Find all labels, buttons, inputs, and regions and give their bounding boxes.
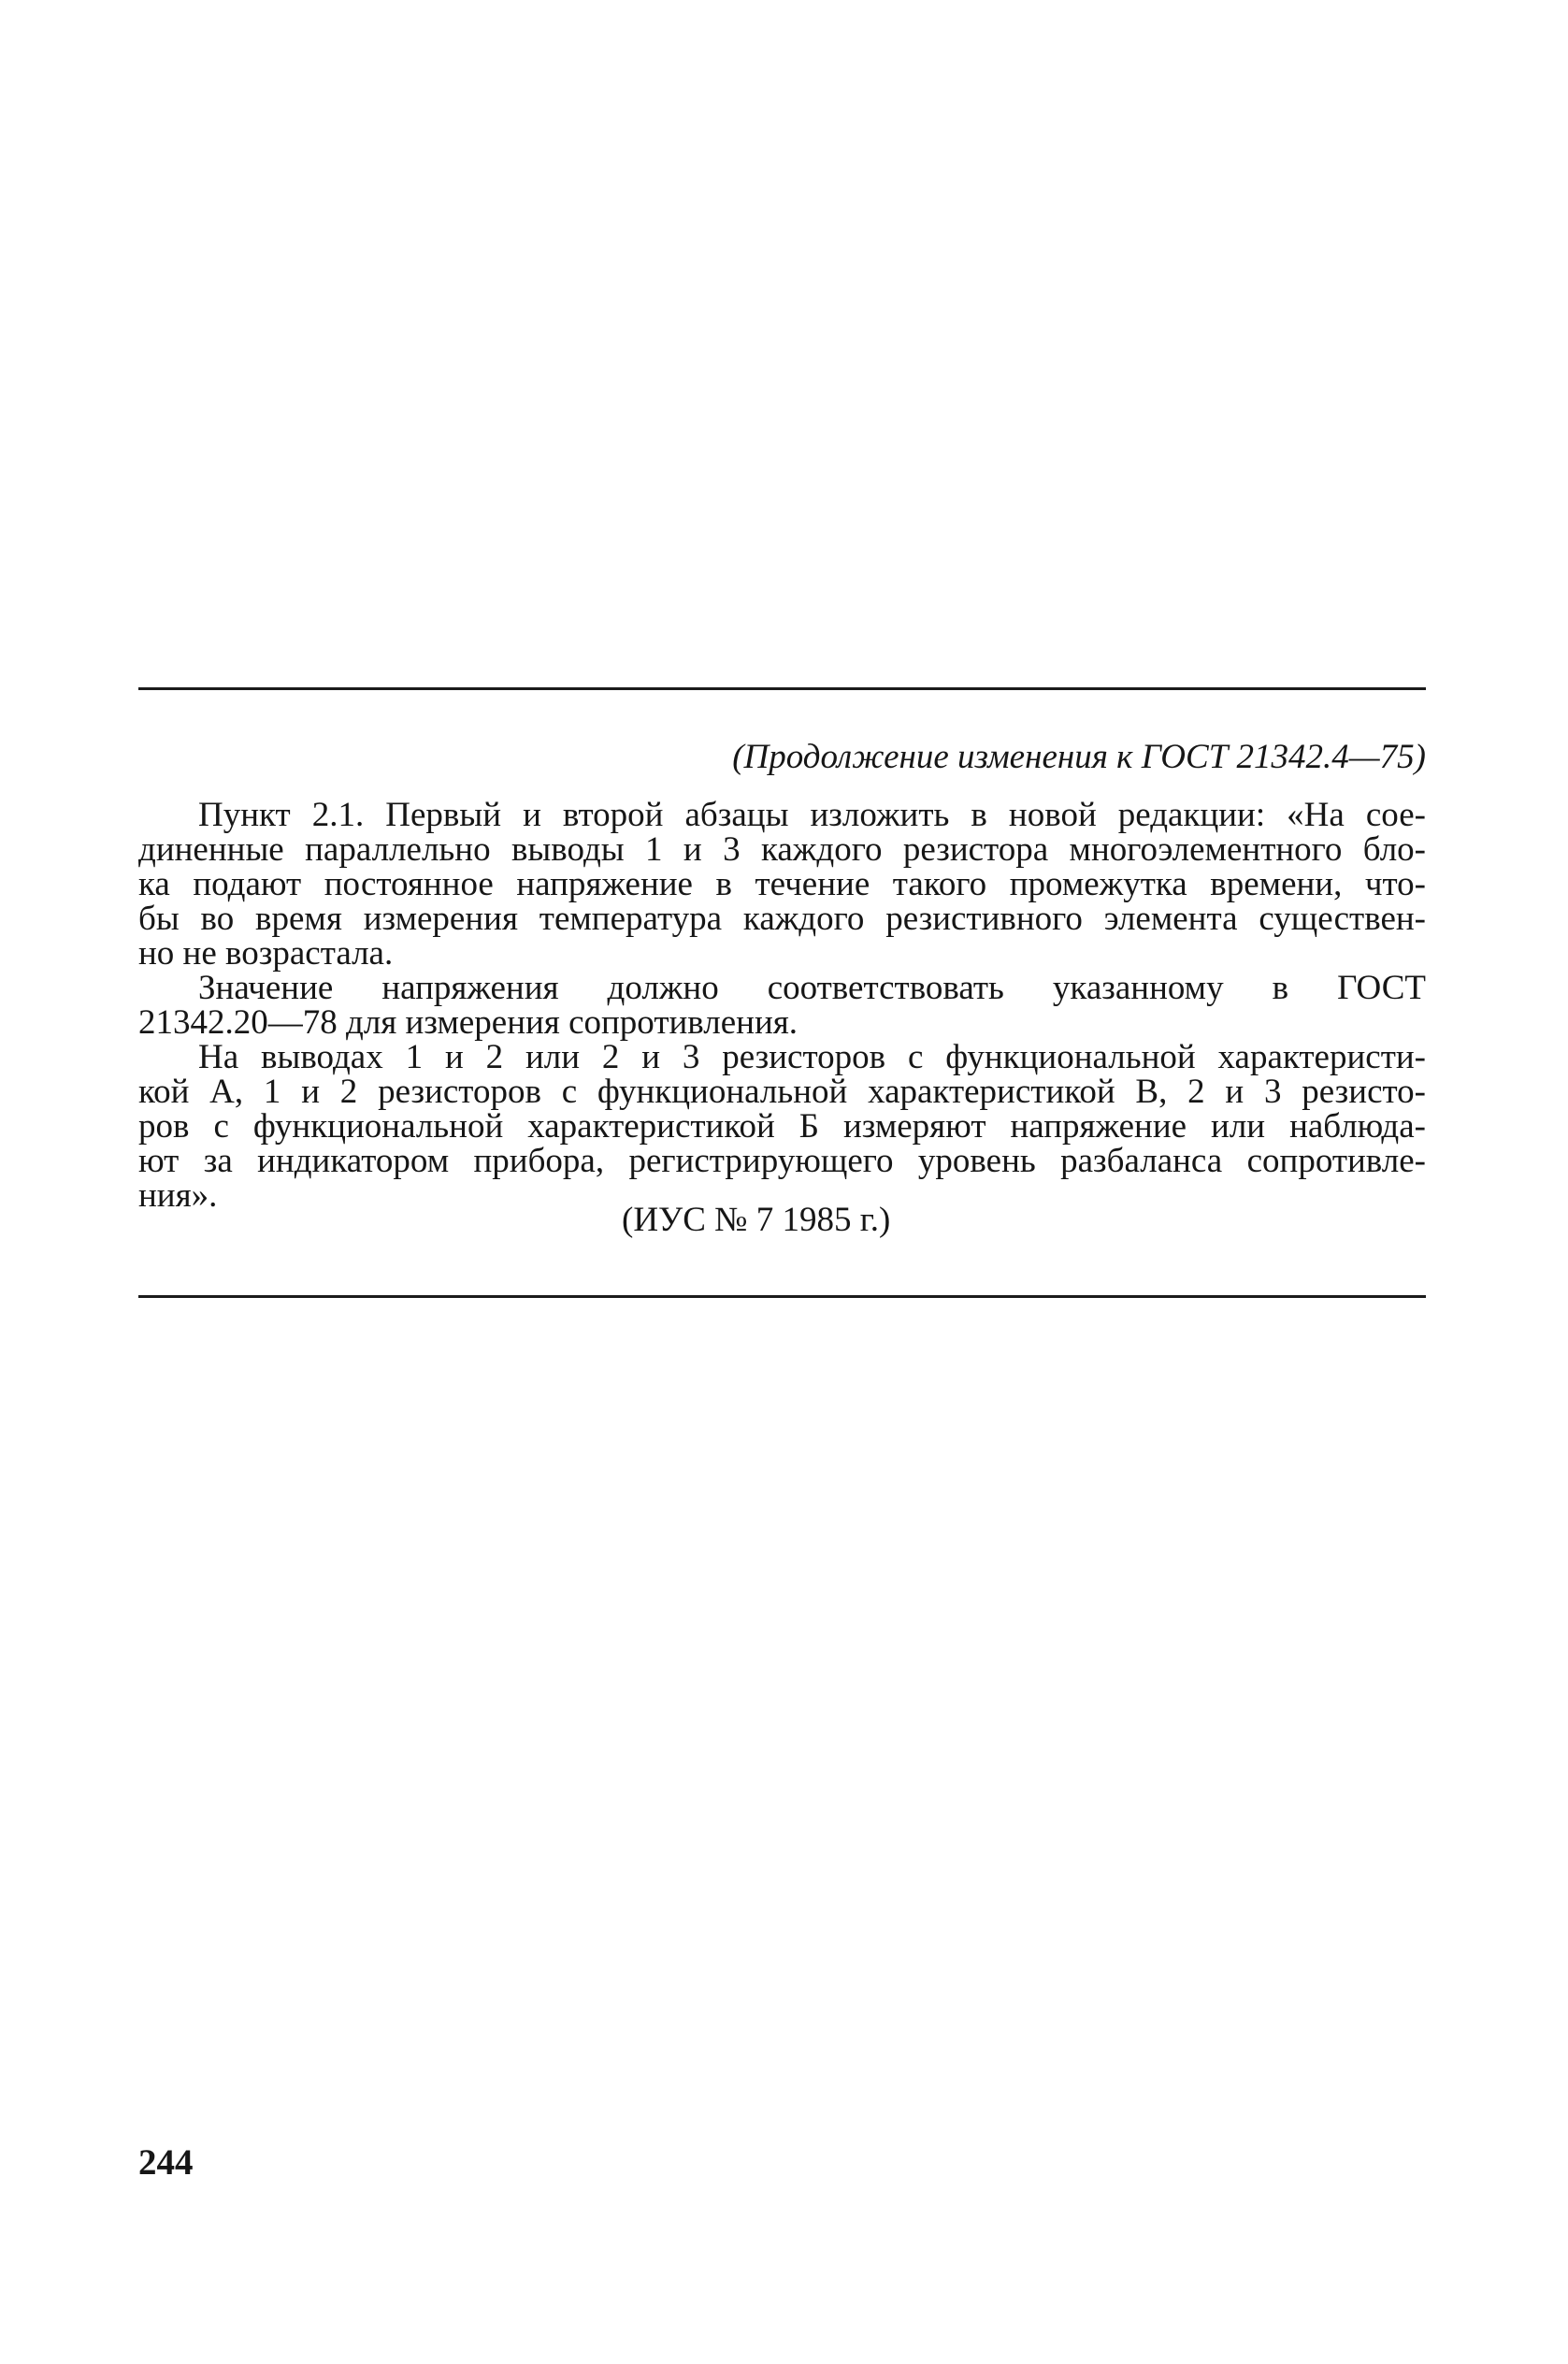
top-divider [138,687,1426,690]
text-line: ют за индикатором прибора, регистрирующего уровень разбаланса сопротивле- [138,1142,1426,1180]
source-citation: (ИУС № 7 1985 г.) [622,1201,891,1239]
text-line: но не возрастала. [138,934,394,973]
bottom-divider [138,1295,1426,1298]
text-line: На выводах 1 и 2 или 2 и 3 резисторов с функциональной характеристи- [198,1038,1426,1076]
text-line: ка подают постоянное напряжение в течение такого промежутка времени, что- [138,865,1426,903]
text-line: Значение напряжения должно соответствовать указанному в ГОСТ [198,969,1426,1007]
text-line: диненные параллельно выводы 1 и 3 каждого резистора многоэлементного бло- [138,830,1426,869]
text-line: кой А, 1 и 2 резисторов с функциональной характеристикой В, 2 и 3 резисто- [138,1073,1426,1111]
text-line: ния». [138,1176,218,1215]
amendment-subtitle: (Продолжение изменения к ГОСТ 21342.4—75) [732,738,1426,776]
text-line: ров с функциональной характеристикой Б измеряют напряжение или наблюда- [138,1107,1426,1146]
text-line: 21342.20—78 для измерения сопротивления. [138,1003,798,1042]
text-line: Пункт 2.1. Первый и второй абзацы изложить в новой редакции: «На сое- [198,796,1426,834]
text-line: бы во время измерения температура каждого резистивного элемента существен- [138,900,1426,938]
page-number: 244 [138,2142,194,2183]
